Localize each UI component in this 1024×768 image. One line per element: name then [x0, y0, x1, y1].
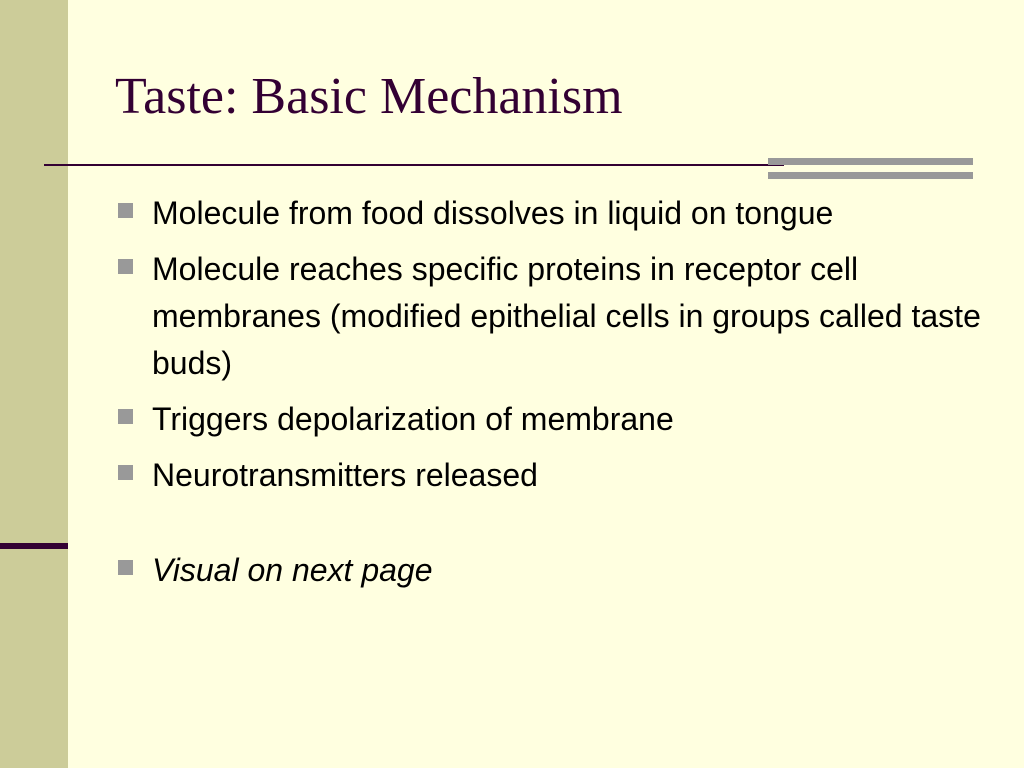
bullet-item — [116, 396, 986, 443]
bullet-list — [116, 190, 986, 603]
side-band — [0, 0, 68, 768]
bullet-item — [116, 547, 986, 594]
bullet-text: Visual on next page — [152, 552, 433, 588]
square-bullet-icon — [118, 259, 133, 274]
bullet-text: Triggers depolarization of membrane — [152, 401, 674, 437]
bullet-text: Molecule reaches specific proteins in receptor cell membranes (modified epithelial cells in groups called taste buds) — [152, 251, 981, 381]
square-bullet-icon — [118, 203, 133, 218]
square-bullet-icon — [118, 465, 133, 480]
bullet-text: Molecule from food dissolves in liquid on tongue — [152, 195, 834, 231]
accent-bar-upper — [768, 158, 973, 165]
square-bullet-icon — [118, 409, 133, 424]
accent-bar-lower — [768, 172, 973, 179]
bullet-item — [116, 246, 986, 387]
bullet-item — [116, 190, 986, 237]
slide-title: Taste: Basic Mechanism — [115, 68, 623, 125]
bullet-text: Neurotransmitters released — [152, 457, 538, 493]
bullet-item — [116, 452, 986, 499]
side-accent-bar — [0, 543, 68, 549]
title-rule — [44, 164, 784, 166]
square-bullet-icon — [118, 560, 133, 575]
